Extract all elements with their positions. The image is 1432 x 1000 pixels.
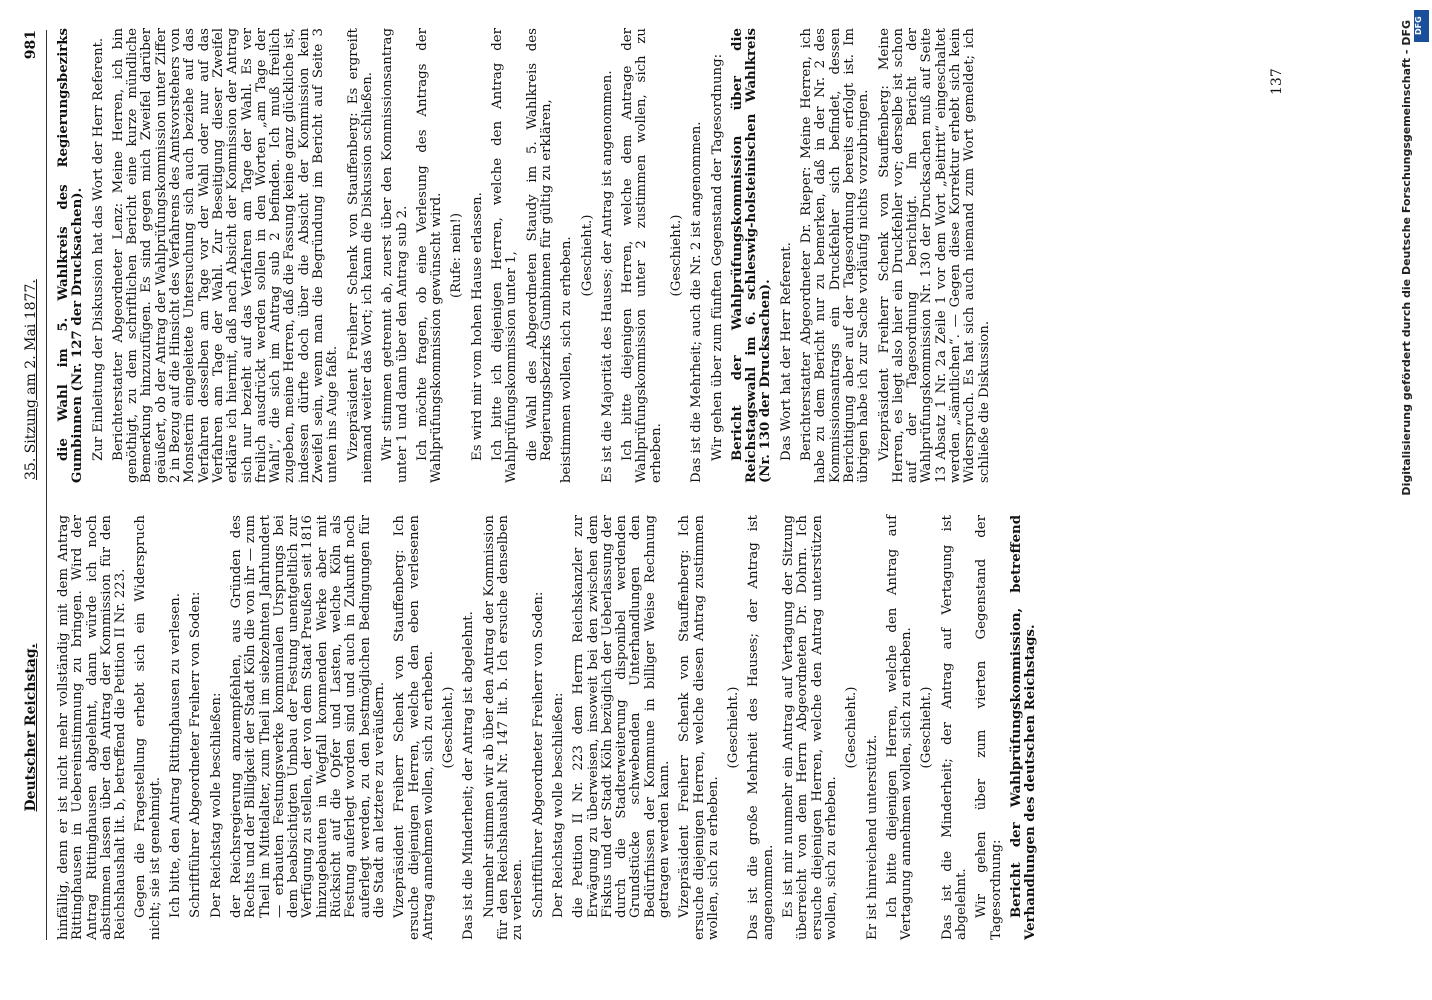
paragraph: Bericht der Wahlprüfungskommission über die Reichstagswahl im 6. schleswig-holsteinischen Wahlkreis (Nr. 130 der Drucksachen). (729, 28, 774, 483)
paragraph: Nunmehr stimmen wir ab über den Antrag der Kommission für den Reichshaushalt Nr. 147 lit. b. Ich ersuche denselben zu verlesen. (481, 515, 526, 940)
paragraph: Schriftführer Abgeordneter Freiherr von Soden: (188, 591, 204, 918)
paragraph: die Wahl des Abgeordneten Staudy im 5. Wahlkreis des Regierungsbezirks Gumbinnen für gültig zu erklären, (524, 28, 554, 461)
paragraph: der Reichsregierung anzuempfehlen, aus Gründen des Rechts und der Billigkeit der Stadt Köln die von ihr — zum Theil im Mittelalter, zum Theil im siebzehnten Jahrhundert — erbauten Festungswerke kommunalen Ursprungs bei dem beabsichtigten Umbau der Festung unentgeltlich zur Verfügung zu stellen, der von dem Staat Preußen seit 1816 hinzugebauten in Wegfall kommenden Werke aber mit Rücksicht auf die Opfer und Lasten, welche Köln als Festung auferlegt worden sind und auch in Zukunft noch auferlegt werden, zu den bestmöglichen Bedingungen für die Stadt an letztere zu veräußern. (228, 515, 387, 918)
paragraph: Es ist die Majorität des Hauses; der Antrag ist angenommen. (599, 70, 615, 483)
paragraph: beistimmen wollen, sich zu erheben. (559, 236, 575, 483)
header-session: 35. Sitzung am 2. Mai 1877. (23, 279, 39, 480)
header-title-wrap (24, 515, 38, 940)
page-header (14, 30, 52, 940)
paragraph: Wir gehen über zum vierten Gegenstand der Tagesordnung: (974, 515, 1004, 940)
signature-mark: 137 (1269, 68, 1285, 95)
right-column (57, 28, 998, 483)
paragraph: (Geschieht.) (668, 214, 684, 297)
paragraph: Das ist die Mehrheit; auch die Nr. 2 ist angenommen. (689, 121, 705, 483)
left-column (57, 515, 1045, 940)
paragraph: Ich bitte diejenigen Herren, welche den Antrag auf Vertagung annehmen wollen, sich zu erheben. (884, 515, 915, 940)
paragraph: Vizepräsident Freiherr Schenk von Stauffenberg: Meine Herren, es liegt also hier ein Druckfehler vor; derselbe ist schon auf der Tagesordnung berichtigt. Im Bericht der Wahlprüfungskommission Nr. 130 der Drucksachen muß auf Seite 13 Absatz 1 Nr. 2a Zeile 1 vor dem Wort „Beitritt“ eingeschaltet werden „sämtlichen“. — Gegen diese Korrektur erhebt sich kein Widerspruch. Es hat sich auch niemand zum Wort gemeldet; ich schließe die Diskussion. (876, 28, 992, 483)
paragraph: Berichterstatter Abgeordneter Dr. Rieper: Meine Herren, ich habe zu dem Bericht nur zu bemerken, daß in der Nr. 2 des Kommissionsantrags ein Druckfehler sich befindet, dessen Berichtigung aber auf der Tagesordnung bereits erfolgt ist. Im übrigen habe ich zur Sache vorläufig nichts vorzubringen. (799, 28, 872, 483)
paragraph: Wir gehen über zum fünften Gegenstand der Tagesordnung: (709, 53, 725, 461)
paragraph: (Geschieht.) (919, 686, 935, 769)
paragraph: Der Reichstag wolle beschließen: (208, 692, 224, 918)
paragraph: Schriftführer Abgeordneter Freiherr von Soden: (530, 591, 546, 918)
paragraph: Berichterstatter Abgeordneter Lenz: Meine Herren, ich bin genöthigt, zu dem schriftlichen Bericht eine kurze mündliche Bemerkung hinzuzufügen. Es sind gegen mich Zweifel darüber geäußert, ob der Antrag der Wahlprüfungskommission unter Ziffer 2 in Bezug auf die Hinsicht des Verfahrens des Amtsvorstehers von Monsterin eingeleitete Untersuchung sich auch beziehe auf das Verfahren desselben am Tage vor der Wahl oder nur auf das Verfahren am Tage der Wahl. Zur Beseitigung dieser Zweifel erkläre ich hiermit, daß nach Absicht der Kommission der Antrag sich nur bezieht auf das Verfahren am Tage der Wahl. Es ver freilich ausdrückt werden sollen in den Worten „am Tage der Wahl“, die sich im Antrag sub 2 befinden. Ich muß freilich zugeben, meine Herren, daß die Fassung keine ganz glückliche ist, indessen dürfte doch über die Absicht der Kommission kein Zweifel sein, wenn man die Begründung im Bericht auf Seite 3 unten ins Auge faßt. (110, 28, 341, 483)
paragraph: Wir stimmen getrennt ab, zuerst über den Kommissionsantrag unter 1 und dann über den Antrag sub 2. (380, 28, 410, 483)
paragraph: Ich bitte, den Antrag Rittinghausen zu verlesen. (168, 593, 184, 918)
paragraph: Gegen die Fragestellung erhebt sich ein Widerspruch nicht; sie ist genehmigt. (133, 515, 163, 940)
paragraph: Zur Einleitung der Diskussion hat das Wort der Herr Referent. (90, 37, 106, 461)
paragraph: Es wird mir vom hohen Hause erlassen. (469, 192, 485, 461)
dfg-logo: DFG (1414, 10, 1429, 42)
paragraph-gap (1039, 515, 1045, 940)
paragraph: Bericht der Wahlprüfungskommission, betreffend Verhandlungen des deutschen Reichstags. (1008, 515, 1039, 940)
paragraph: Das Wort hat der Herr Referent. (778, 242, 794, 461)
paragraph: (Geschieht.) (579, 214, 595, 297)
paragraph: hinfällig, denn er ist nicht mehr vollständig mit dem Antrag Rittinghausen in Uebereinstimmung zu bringen. Wird der Antrag Rittinghausen abgelehnt, dann würde ich noch abstimmen lassen über den Antrag der Kommission für den Reichshaushalt lit. b, betreffend die Petition II Nr. 223. (56, 515, 129, 940)
paragraph: Der Reichstag wolle beschließen: (550, 692, 566, 918)
paragraph: Vizepräsident Freiherr Schenk von Stauffenberg: Es ergreift niemand weiter das Wort; ich kann die Diskussion schließen. (345, 28, 375, 483)
paragraph: Er ist hinreichend unterstützt. (864, 734, 880, 940)
paragraph: Vizepräsident Freiherr Schenk von Stauffenberg: Ich ersuche diejenigen Herren, welche diesen Antrag zustimmen wollen, sich zu erheben. (677, 515, 721, 940)
paragraph: (Geschieht.) (441, 686, 457, 769)
paragraph-gap (992, 28, 998, 483)
paragraph: Das ist die große Mehrheit des Hauses; der Antrag ist angenommen. (746, 515, 776, 940)
paragraph: die Petition II Nr. 223 dem Herrn Reichskanzler zur Erwägung zu überweisen, insoweit bei den zwischen dem Fiskus und der Stadt Köln bezüglich der Ueberlassung der durch die Stadterweiterung disponibel werdenden Grundstücke schwebenden Unterhandlungen den Bedürfnissen der Kommune in billiger Weise Rechnung getragen werden kann. (571, 515, 672, 918)
paragraph: Vizepräsident Freiherr Schenk von Stauffenberg: Ich ersuche diejenigen Herren, welche den eben verlesenen Antrag annehmen wollen, sich zu erheben. (392, 515, 436, 940)
header-rule (46, 30, 47, 940)
paragraph: Ich bitte diejenigen Herren, welche dem Antrage der Wahlprüfungskommission unter 2 zustimmen wollen, sich zu erheben. (620, 28, 664, 483)
page-number: 981 (23, 30, 39, 60)
paragraph: Es ist mir nunmehr ein Antrag auf Vertagung der Sitzung überreicht von dem Herrn Abgeordneten Dr. Dohrn. Ich ersuche diejenigen Herren, welche den Antrag unterstützen wollen, sich zu erheben. (781, 515, 839, 940)
paragraph: (Geschieht.) (844, 686, 860, 769)
header-title: Deutscher Reichstag. (23, 643, 39, 812)
paragraph: Ich bitte ich diejenigen Herren, welche den Antrag der Wahlprüfungskommission unter 1, (490, 28, 520, 483)
printed-page (12, 5, 1407, 995)
paragraph: Ich möchte fragen, ob eine Verlesung des Antrags der Wahlprüfungskommission gewünscht wird. (414, 28, 445, 483)
paragraph: Das ist die Minderheit; der Antrag ist abgelehnt. (461, 611, 477, 940)
paragraph: Das ist die Minderheit; der Antrag auf Vertagung ist abgelehnt. (939, 515, 970, 940)
digitization-note: Digitalisierung gefördert durch die Deutsche Forschungsgemeinschaft - DFG (1400, 20, 1413, 496)
paragraph: (Rufe: nein!) (449, 212, 465, 299)
paragraph: (Geschieht.) (726, 686, 742, 769)
paragraph: die Wahl im 5. Wahlkreis des Regierungsbezirks Gumbinnen (Nr. 127 der Drucksachen). (56, 28, 86, 483)
